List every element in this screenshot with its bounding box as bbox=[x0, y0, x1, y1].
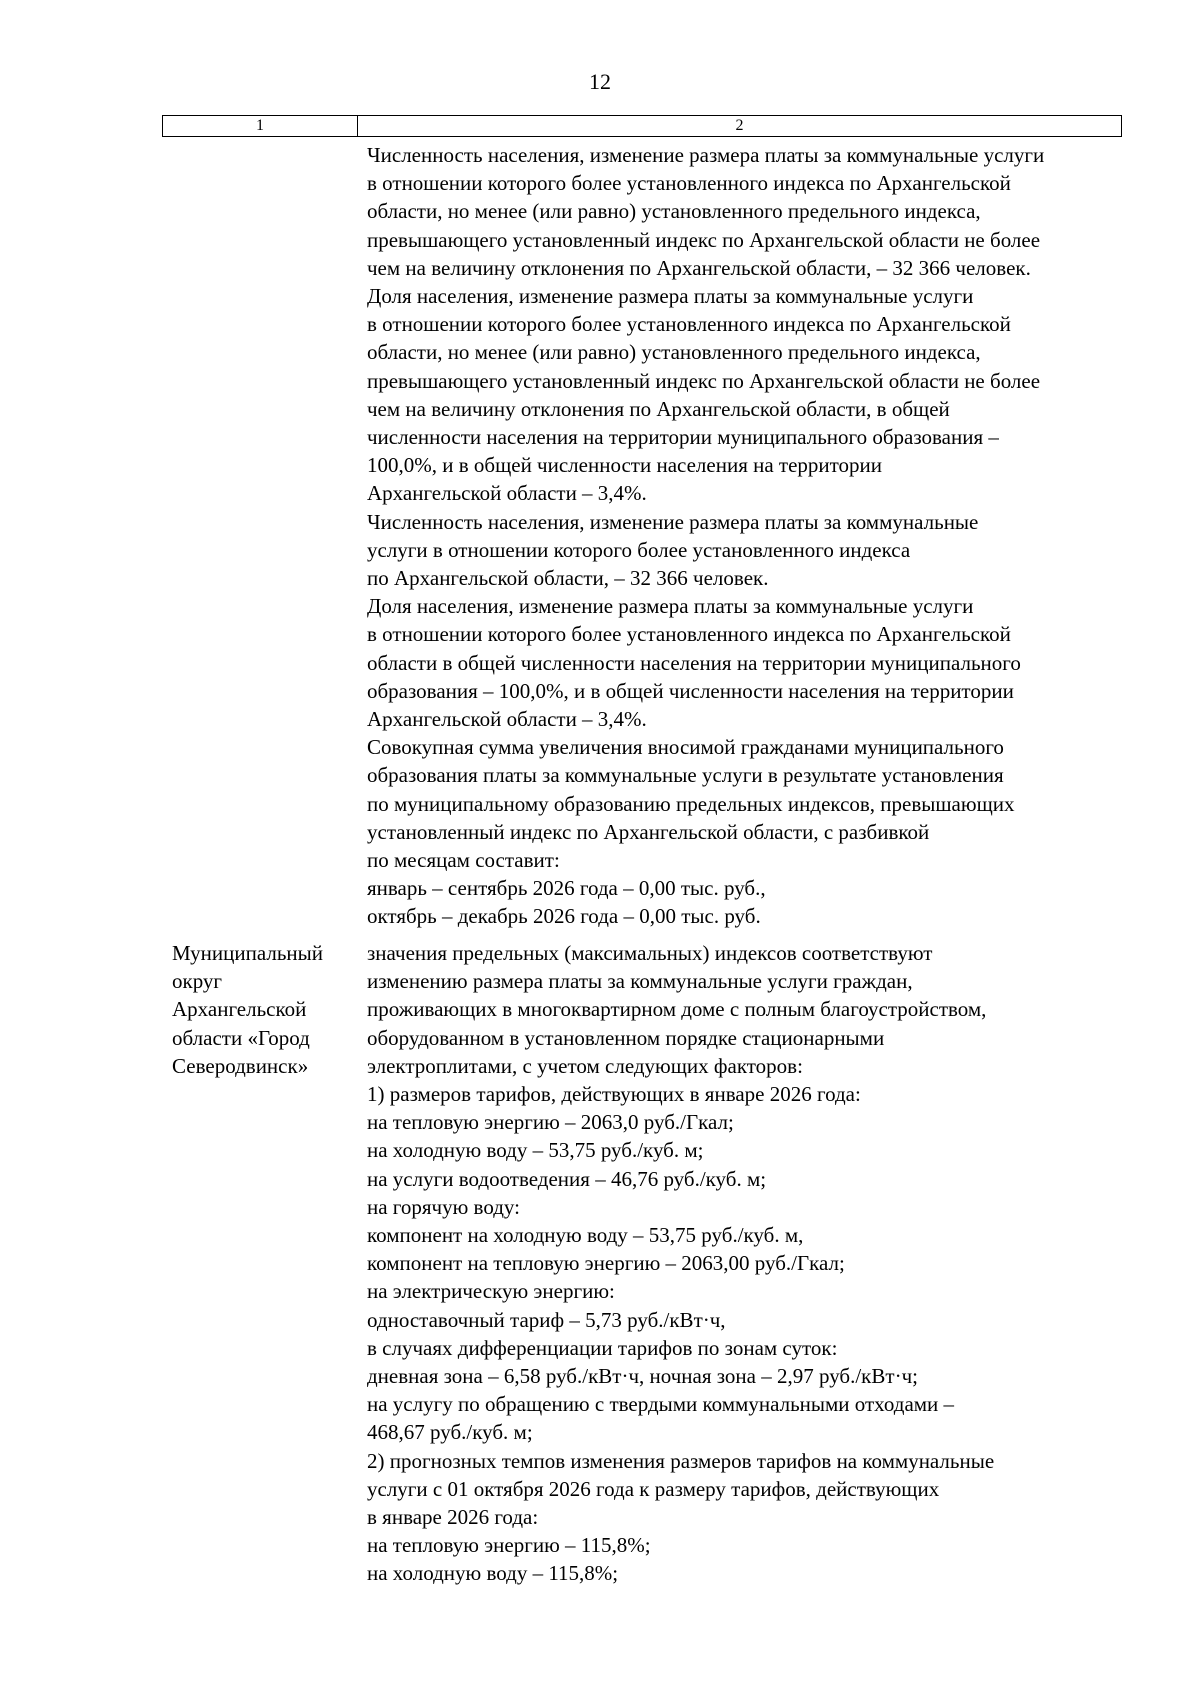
text-line: компонент на тепловую энергию – 2063,00 руб./Гкал; bbox=[367, 1251, 845, 1276]
text-line: области в общей численности населения на территории муниципального bbox=[367, 650, 1021, 675]
text-line: октябрь – декабрь 2026 года – 0,00 тыс. руб. bbox=[367, 904, 761, 929]
text-line: по муниципальному образованию предельных индексов, превышающих bbox=[367, 791, 1015, 816]
text-line: превышающего установленный индекс по Архангельской области не более bbox=[367, 368, 1041, 393]
text-line: в отношении которого более установленного индекса по Архангельской bbox=[367, 622, 1011, 647]
table-cell-description bbox=[357, 141, 1122, 931]
table-header-row bbox=[162, 115, 1122, 137]
text-line: численности населения на территории муниципального образования – bbox=[367, 425, 999, 450]
text-line: на тепловую энергию – 2063,0 руб./Гкал; bbox=[367, 1110, 734, 1135]
text-line: Архангельской области – 3,4%. bbox=[367, 481, 647, 506]
text-line: Муниципальный bbox=[172, 941, 323, 965]
text-line: компонент на холодную воду – 53,75 руб./куб. м, bbox=[367, 1223, 804, 1248]
text-line: значения предельных (максимальных) индексов соответствуют bbox=[367, 941, 933, 965]
table-header-col-2: 2 bbox=[735, 117, 744, 134]
text-line: в случаях дифференциации тарифов по зонам суток: bbox=[367, 1335, 838, 1360]
page-number: 12 bbox=[589, 69, 611, 94]
text-line: образования – 100,0%, и в общей численности населения на территории bbox=[367, 678, 1014, 703]
text-line: Северодвинск» bbox=[172, 1053, 309, 1078]
text-line: дневная зона – 6,58 руб./кВт·ч, ночная зона – 2,97 руб./кВт·ч; bbox=[367, 1364, 918, 1389]
text-line: образования платы за коммунальные услуги в результате установления bbox=[367, 763, 1004, 788]
text-line: 2) прогнозных темпов изменения размеров тарифов на коммунальные bbox=[367, 1448, 995, 1473]
text-line: 1) размеров тарифов, действующих в январе 2026 года: bbox=[367, 1082, 861, 1107]
text-line: чем на величину отклонения по Архангельской области, – 32 366 человек. bbox=[367, 255, 1031, 280]
text-line: на холодную воду – 115,8%; bbox=[367, 1561, 619, 1586]
text-line: услуги с 01 октября 2026 года к размеру тарифов, действующих bbox=[367, 1476, 940, 1501]
text-line: на услугу по обращению с твердыми коммунальными отходами – bbox=[367, 1392, 955, 1417]
text-line: округ bbox=[172, 969, 223, 994]
text-line: на услуги водоотведения – 46,76 руб./куб. м; bbox=[367, 1166, 767, 1191]
table-cell-municipality bbox=[162, 141, 357, 931]
text-line: на холодную воду – 53,75 руб./куб. м; bbox=[367, 1138, 704, 1163]
text-line: изменению размера платы за коммунальные услуги граждан, bbox=[367, 969, 913, 994]
text-line: на электрическую энергию: bbox=[367, 1279, 615, 1304]
text-line: проживающих в многоквартирном доме с полным благоустройством, bbox=[367, 997, 987, 1022]
table-header-col-1: 1 bbox=[163, 116, 358, 136]
table-row bbox=[162, 141, 1122, 931]
text-line: электроплитами, с учетом следующих факторов: bbox=[367, 1053, 803, 1078]
text-line: чем на величину отклонения по Архангельской области, в общей bbox=[367, 396, 950, 421]
text-line: установленный индекс по Архангельской области, с разбивкой bbox=[367, 819, 930, 844]
text-line: превышающего установленный индекс по Архангельской области не более bbox=[367, 227, 1041, 252]
text-line: Численность населения, изменение размера платы за коммунальные bbox=[367, 509, 979, 534]
text-line: в январе 2026 года: bbox=[367, 1505, 539, 1530]
text-line: области, но менее (или равно) установленного предельного индекса, bbox=[367, 199, 981, 224]
text-line: услуги в отношении которого более установленного индекса bbox=[367, 537, 911, 562]
text-line: на тепловую энергию – 115,8%; bbox=[367, 1533, 651, 1558]
text-line: январь – сентябрь 2026 года – 0,00 тыс. руб., bbox=[367, 876, 766, 901]
text-line: по Архангельской области, – 32 366 человек. bbox=[367, 566, 769, 591]
text-line: 468,67 руб./куб. м; bbox=[367, 1420, 533, 1445]
text-line: Архангельской bbox=[172, 997, 307, 1022]
table-cell-municipality bbox=[162, 939, 357, 1588]
text-line: на горячую воду: bbox=[367, 1194, 520, 1219]
text-line: Архангельской области – 3,4%. bbox=[367, 707, 647, 732]
text-line: области, но менее (или равно) установленного предельного индекса, bbox=[367, 340, 981, 365]
text-line: в отношении которого более установленного индекса по Архангельской bbox=[367, 312, 1011, 337]
text-line: Численность населения, изменение размера платы за коммунальные услуги bbox=[367, 143, 1045, 167]
text-line: 100,0%, и в общей численности населения на территории bbox=[367, 453, 883, 478]
text-line: Совокупная сумма увеличения вносимой гражданами муниципального bbox=[367, 735, 1004, 760]
table-cell-description bbox=[357, 939, 1122, 1588]
text-line: одноставочный тариф – 5,73 руб./кВт·ч, bbox=[367, 1307, 726, 1332]
text-line: по месяцам составит: bbox=[367, 848, 560, 873]
text-line: области «Город bbox=[172, 1025, 310, 1050]
text-line: оборудованном в установленном порядке стационарными bbox=[367, 1025, 885, 1050]
text-line: в отношении которого более установленного индекса по Архангельской bbox=[367, 171, 1011, 196]
text-line: Доля населения, изменение размера платы за коммунальные услуги bbox=[367, 594, 974, 619]
text-line: Доля населения, изменение размера платы за коммунальные услуги bbox=[367, 284, 974, 309]
table-row bbox=[162, 939, 1122, 1588]
